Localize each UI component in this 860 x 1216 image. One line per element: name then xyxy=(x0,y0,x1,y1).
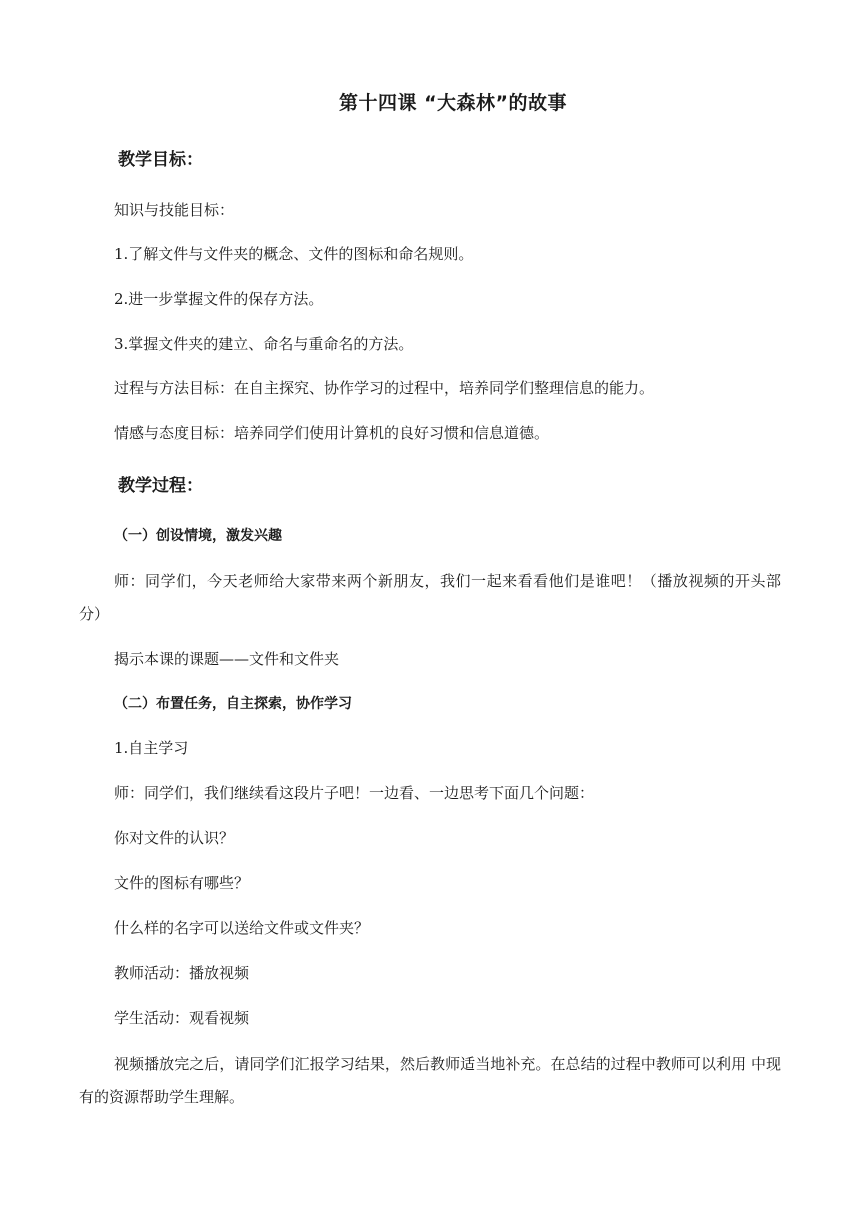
section1-teacher-line: 师：同学们，今天老师给大家带来两个新朋友，我们一起来看看他们是谁吧！（播放视频的开头部分） xyxy=(79,572,781,623)
objectives-heading: 教学目标： xyxy=(118,150,203,170)
lesson-title: 第十四课 “大森林”的故事 xyxy=(338,92,568,114)
knowledge-goal-label: 知识与技能目标： xyxy=(114,201,235,219)
section2-teacher-line: 师：同学们，我们继续看这段片子吧！一边看、一边思考下面几个问题： xyxy=(114,784,595,802)
objective-item-3: 3.掌握文件夹的建立、命名与重命名的方法。 xyxy=(114,335,414,353)
section2-heading: （二）布置任务，自主探索，协作学习 xyxy=(114,696,352,712)
objective-item-1: 1.了解文件与文件夹的概念、文件的图标和命名规则。 xyxy=(114,245,474,263)
process-heading: 教学过程： xyxy=(118,476,203,496)
emotion-goal: 情感与态度目标：培养同学们使用计算机的良好习惯和信息道德。 xyxy=(114,424,550,442)
section1-heading: （一）创设情境，激发兴趣 xyxy=(114,528,282,544)
summary-paragraph: 视频播放完之后，请同学们汇报学习结果，然后教师适当地补充。在总结的过程中教师可以利用 中现有的资源帮助学生理解。 xyxy=(79,1055,781,1106)
teacher-activity: 教师活动：播放视频 xyxy=(114,964,250,982)
objective-item-2: 2.进一步掌握文件的保存方法。 xyxy=(114,290,324,308)
section2-sub1: 1.自主学习 xyxy=(114,739,189,757)
question-3: 什么样的名字可以送给文件或文件夹？ xyxy=(114,919,370,937)
question-1: 你对文件的认识？ xyxy=(114,829,235,847)
section1-reveal-line: 揭示本课的课题——文件和文件夹 xyxy=(114,650,340,668)
process-goal: 过程与方法目标：在自主探究、协作学习的过程中，培养同学们整理信息的能力。 xyxy=(114,379,655,397)
question-2: 文件的图标有哪些？ xyxy=(114,874,250,892)
student-activity: 学生活动：观看视频 xyxy=(114,1009,250,1027)
